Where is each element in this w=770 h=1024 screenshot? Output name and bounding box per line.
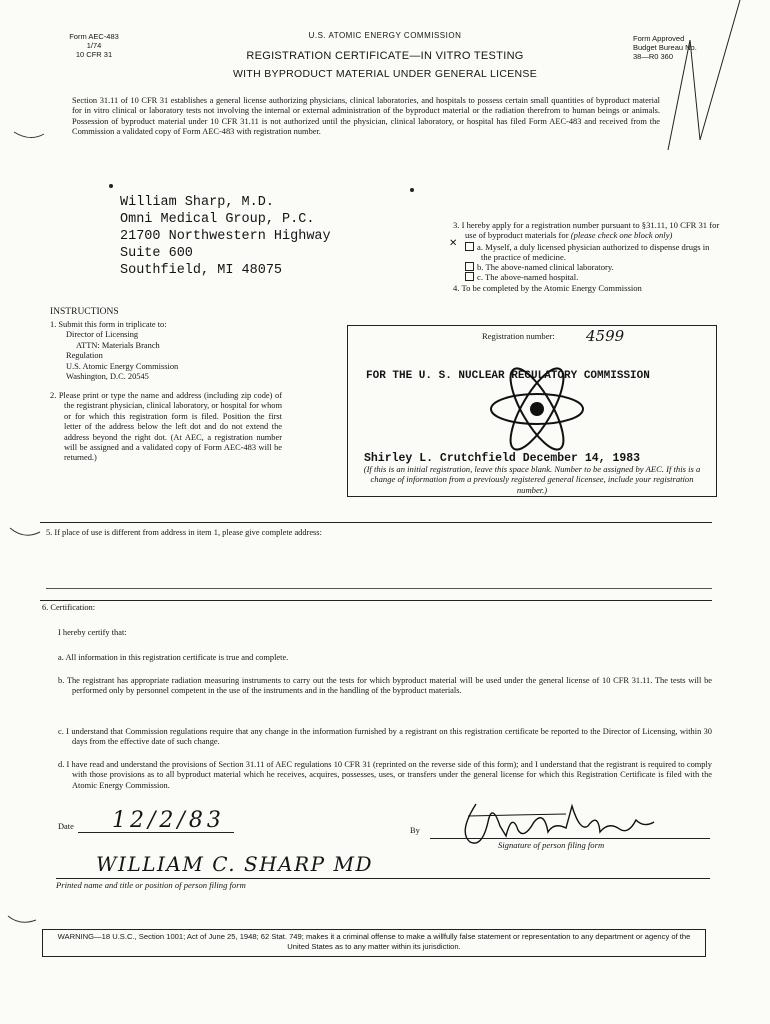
cert-item-c [58, 727, 712, 748]
by-label: By [410, 826, 420, 835]
cfr-reference: 10 CFR 31 [75, 50, 113, 59]
instr1-line6: Washington, D.C. 20545 [66, 372, 149, 382]
option-b-checkbox[interactable] [465, 262, 474, 271]
address-line1: William Sharp, M.D. [120, 195, 274, 210]
instructions-heading: INSTRUCTIONS [50, 307, 119, 317]
item5-entry-line[interactable] [46, 588, 712, 589]
item3-lead: 3. I hereby apply for a registration number pursuant to §31.11, 10 CFR 31 for use of byproduct materials for [453, 220, 720, 241]
intro-paragraph: Section 31.11 of 10 CFR 31 establishes a general license authorizing physicians, clinical laboratories, and hospitals to possess certain small quantities of byproduct material for in vitro clinical or laboratory tests not involving the internal or external administration of the byproduct material or the radiation therefrom to human beings or animals. Possession of byproduct material under 10 CFR 31.11 is not authorized until the physician, clinical laboratory, or hospital has filed Form AEC-483 and received from the Commission a validated copy of Form AEC-483 with registration number. [72, 96, 660, 137]
date-label: Date [58, 822, 74, 831]
approval-line1: Form Approved [633, 34, 685, 43]
option-a-text: Myself, a duly licensed physician authorized to dispense drugs in the practice of medicine. [481, 241, 710, 262]
option-a-letter: a. [477, 241, 483, 252]
signature-caption: Signature of person filing form [498, 840, 605, 850]
reg-box-note: (If this is an initial registration, leave this space blank. Number to be assigned by AEC. If this is a change of information from a previously registered general licensee, include your registration number.) [363, 464, 701, 495]
cert-c-letter: c. [58, 727, 64, 736]
form-title-line2: WITH BYPRODUCT MATERIAL UNDER GENERAL LICENSE [232, 68, 538, 80]
instr1-line5: U.S. Atomic Energy Commission [66, 361, 179, 371]
address-line2: Omni Medical Group, P.C. [120, 212, 315, 227]
reg-label: Registration number: [482, 331, 555, 341]
printed-name-caption: Printed name and title or position of person filing form [56, 880, 246, 890]
printed-name-line [56, 878, 710, 879]
instr1-line3: ATTN: Materials Branch [76, 340, 160, 350]
divider [40, 522, 712, 523]
certification-intro: I hereby certify that: [58, 628, 127, 637]
cert-item-d [58, 760, 712, 791]
printed-name[interactable]: WILLIAM C. SHARP MD [96, 852, 373, 876]
instructions-item1 [50, 320, 300, 382]
agency-name: U.S. ATOMIC ENERGY COMMISSION [308, 31, 462, 40]
option-c-text: The above-named hospital. [484, 272, 579, 283]
item5-label: 5. If place of use is different from address in item 1, please give complete address: [46, 528, 322, 537]
warning-box: WARNING—18 U.S.C., Section 1001; Act of June 25, 1948; 62 Stat. 749; makes it a criminal offense to make a willfully false statement or representation to any department or agency of the United States as to any matter within its jurisdiction. [42, 929, 706, 957]
cert-b-letter: b. [58, 676, 65, 685]
cert-d-letter: d. [58, 760, 65, 769]
address-line4: Suite 600 [120, 246, 193, 261]
date-line [78, 832, 234, 833]
instr1-line4: Regulation [66, 351, 103, 361]
divider [40, 600, 712, 601]
commission-stamp: FOR THE U. S. NUCLEAR REGULATORY COMMISSION [366, 370, 650, 382]
option-c-checkbox[interactable] [465, 272, 474, 281]
item3-note: (please check one block only) [570, 230, 673, 241]
option-c-letter: c. [477, 272, 483, 283]
registrant-address [120, 194, 331, 279]
form-date: 1/74 [86, 41, 102, 50]
address-line5: Southfield, MI 48075 [120, 263, 283, 278]
option-b-letter: b. [477, 262, 484, 273]
item3-option-b[interactable] [453, 262, 721, 272]
registration-box [347, 325, 717, 497]
item3-option-a[interactable] [453, 242, 721, 263]
item3-option-c[interactable] [453, 272, 721, 282]
cert-c-text: I understand that Commission regulations require that any change in the information furnished by a registrant on this registration certificate be reported to the Director of Licensing, within 30 days from the effective date of such change. [66, 727, 712, 747]
instr1-line2: Director of Licensing [66, 330, 139, 340]
option-b-text: The above-named clinical laboratory. [485, 262, 614, 273]
reg-number: 4599 [586, 327, 625, 345]
approval-line3: 38—R0 360 [633, 52, 674, 61]
cert-a-text: All information in this registration certificate is true and complete. [65, 653, 289, 662]
cert-a-letter: a. [58, 653, 64, 662]
option-a-checkbox[interactable] [465, 242, 474, 251]
signer-date-stamp: Shirley L. Crutchfield December 14, 1983 [364, 452, 641, 465]
cert-b-text: The registrant has appropriate radiation measuring instruments to carry out the tests for which byproduct material will be used under the general license of 10 CFR 31.11. The tests will be performed only by personnel competent in the use of the instruments and in the handling of the byproduct materials. [66, 676, 712, 696]
signature-line [430, 838, 710, 839]
instr1-line1: 1. Submit this form in triplicate to: [50, 320, 167, 329]
cert-item-a [58, 653, 708, 663]
cert-d-text: I have read and understand the provisions of Section 31.11 of AEC regulations 10 CFR 31 (reprinted on the reverse side of this form); and I understand that the registrant is required to comply with those provisions as to all byproduct material which he receives, acquires, possesses, uses, or transfers under the general license for which this Registration Certificate is filed with the Atomic Energy Commission. [66, 760, 712, 790]
approval-line2: Budget Bureau No. [633, 43, 697, 52]
instructions-item2: 2. Please print or type the name and address (including zip code) of the registrant physician, clinical laboratory, or hospital for whom or for which this registration form is filed. Position the first letter of the address below the left dot and do not extend the address beyond the right dot. (At AEC, a registration number will be assigned and a validated copy of Form AEC-483 will be returned.) [50, 391, 282, 463]
cert-item-b [58, 676, 712, 697]
address-line3: 21700 Northwestern Highway [120, 229, 331, 244]
item4-label: 4. To be completed by the Atomic Energy Commission [453, 282, 642, 293]
item3-block [453, 220, 721, 293]
form-number: Form AEC-483 [69, 32, 119, 41]
form-title-line1: REGISTRATION CERTIFICATE—IN VITRO TESTING [246, 50, 524, 62]
certification-heading: 6. Certification: [42, 603, 96, 612]
date-value[interactable]: 12/2/83 [112, 808, 225, 833]
atom-seal-icon [482, 364, 592, 454]
